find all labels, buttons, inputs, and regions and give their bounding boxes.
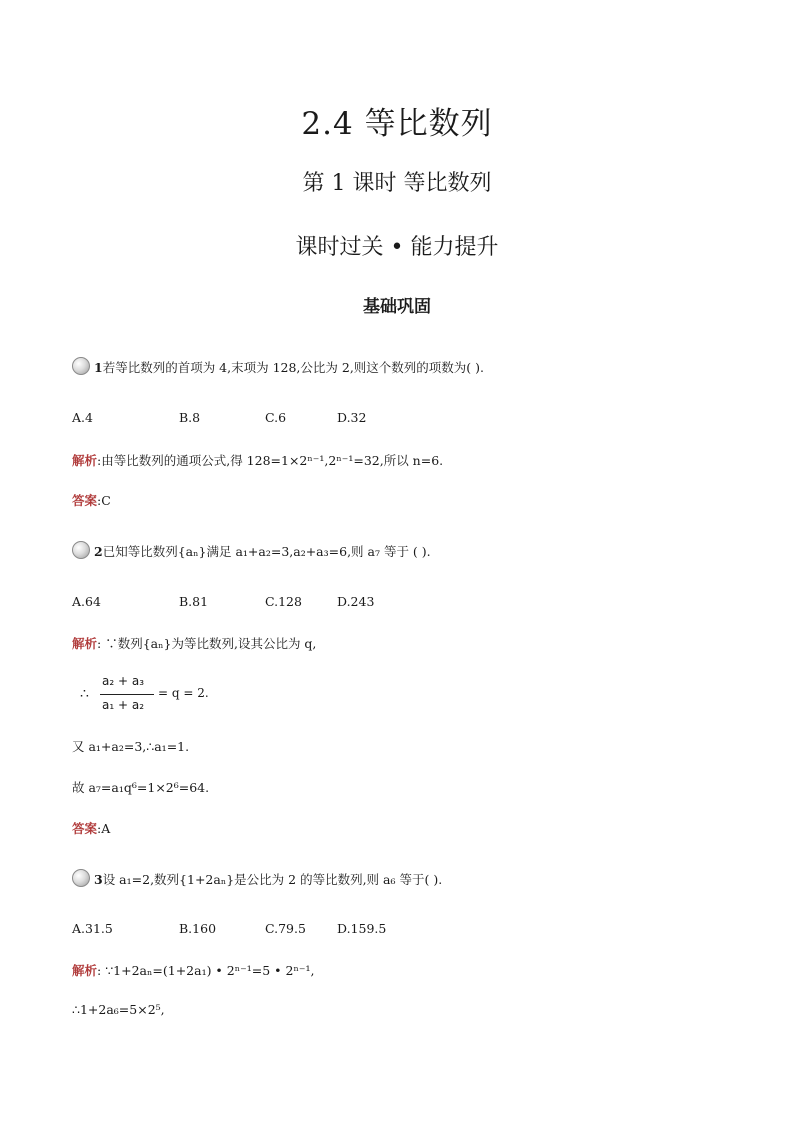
option-a: A.4 (72, 410, 93, 425)
option-d: D.32 (337, 410, 367, 425)
option-d: D.243 (337, 594, 375, 609)
option-a: A.31.5 (72, 921, 113, 936)
analysis-q3-line2: ∴1+2a₆=5×2⁵, (72, 1002, 165, 1017)
page-title: 2.4 等比数列 (301, 106, 493, 142)
answer-label: 答案 (72, 821, 98, 836)
analysis-q3 (72, 961, 314, 979)
question-1 (72, 357, 484, 376)
question-text: 若等比数列的首项为 4,末项为 128,公比为 2,则这个数列的项数为( ). (102, 360, 485, 375)
fraction-result: = q = 2. (158, 686, 209, 700)
option-a: A.64 (72, 594, 101, 609)
answer-label: 答案 (72, 493, 98, 508)
analysis-q2 (72, 634, 316, 652)
analysis-q2-line3: 故 a₇=a₁q⁶=1×2⁶=64. (72, 780, 210, 795)
option-b: B.160 (179, 921, 217, 936)
question-badge-icon (72, 357, 90, 375)
question-2 (72, 541, 431, 560)
section-banner: 课时过关 • 能力提升 (295, 235, 499, 260)
question-3 (72, 869, 442, 888)
answer-text: :A (97, 821, 111, 836)
option-c: C.128 (265, 594, 302, 609)
question-badge-icon (72, 541, 90, 559)
fraction-numerator: a₂ + a₃ (102, 674, 145, 688)
answer-text: :C (97, 493, 111, 508)
question-number: 2 (94, 544, 103, 559)
question-number: 3 (94, 872, 103, 887)
analysis-q1 (72, 451, 443, 469)
fraction-bar (100, 694, 154, 695)
analysis-text: : ∵1+2aₙ=(1+2a₁) • 2ⁿ⁻¹=5 • 2ⁿ⁻¹, (97, 963, 315, 978)
fraction-denominator: a₁ + a₂ (102, 698, 145, 712)
option-b: B.81 (179, 594, 209, 609)
options-q3 (72, 921, 572, 939)
analysis-label: 解析 (72, 963, 98, 978)
question-text: 设 a₁=2,数列{1+2aₙ}是公比为 2 的等比数列,则 a₆ 等于( ). (102, 872, 443, 887)
analysis-text: : ∵数列{aₙ}为等比数列,设其公比为 q, (97, 636, 317, 651)
question-text: 已知等比数列{aₙ}满足 a₁+a₂=3,a₂+a₃=6,则 a₇ 等于 ( ). (102, 544, 431, 559)
analysis-label: 解析 (72, 636, 98, 651)
analysis-q2-line2: 又 a₁+a₂=3,∴a₁=1. (72, 739, 190, 754)
lesson-subtitle: 第 1 课时 等比数列 (302, 171, 492, 196)
answer-q1 (72, 491, 111, 509)
options-q2 (72, 594, 572, 612)
option-d: D.159.5 (337, 921, 387, 936)
option-b: B.8 (179, 410, 201, 425)
option-c: C.79.5 (265, 921, 306, 936)
options-q1 (72, 410, 572, 428)
answer-q2 (72, 819, 110, 837)
question-number: 1 (94, 360, 103, 375)
analysis-text: :由等比数列的通项公式,得 128=1×2ⁿ⁻¹,2ⁿ⁻¹=32,所以 n=6. (97, 453, 444, 468)
option-c: C.6 (265, 410, 287, 425)
section-heading: 基础巩固 (363, 297, 431, 317)
analysis-label: 解析 (72, 453, 98, 468)
question-badge-icon (72, 869, 90, 887)
therefore-symbol: ∴ (80, 686, 89, 702)
